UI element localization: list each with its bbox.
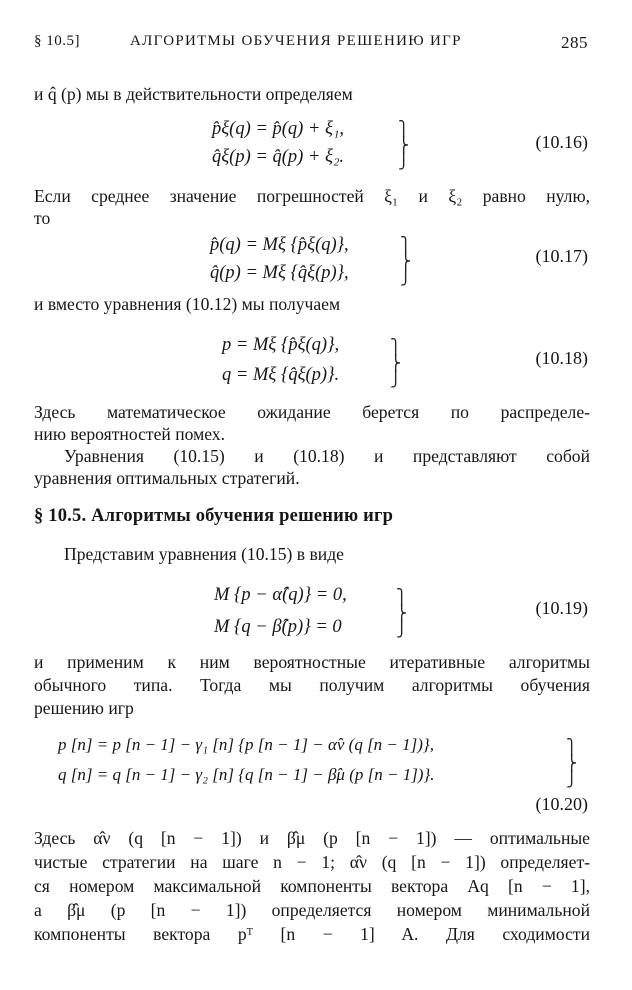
header-title: АЛГОРИТМЫ ОБУЧЕНИЯ РЕШЕНИЮ ИГР <box>130 33 462 49</box>
equation-10-18-line-1: p = Mξ {p̂ξ(q)}, <box>222 335 340 355</box>
text-line: и q̂ (p) мы в действительности определяем <box>34 84 353 104</box>
text-line: Уравнения (10.15) и (10.18) и представляют собой <box>64 446 590 466</box>
text-line: и вместо уравнения (10.12) мы получаем <box>34 294 341 314</box>
brace: ⎫ ⎬ ⎭ <box>400 238 412 286</box>
brace: ⎫ ⎬ ⎭ <box>398 122 410 170</box>
equation-number: (10.20) <box>535 794 588 814</box>
equation-10-16-line-2: q̂ξ(p) = q̂(p) + ξ₂. <box>212 147 345 167</box>
brace: ⎫ ⎬ ⎭ <box>396 590 408 638</box>
text-line: решению игр <box>34 698 134 718</box>
equation-10-20-line-2: q [n] = q [n − 1] − γ₂ [n] {q [n − 1] − β̂μ (p [n − 1])}. <box>58 765 435 784</box>
equation-10-17-line-2: q̂(p) = Mξ {q̂ξ(p)}, <box>210 263 349 283</box>
equation-number: (10.18) <box>535 348 588 368</box>
header-section: § 10.5] <box>34 33 80 49</box>
text-line: Здесь математическое ожидание берется по распределе- <box>34 402 590 422</box>
equation-10-18-line-2: q = Mξ {q̂ξ(p)}. <box>222 365 340 385</box>
equation-10-20-line-1: p [n] = p [n − 1] − γ₁ [n] {p [n − 1] − α̂ν (q [n − 1])}, <box>58 735 434 754</box>
text-line: уравнения оптимальных стратегий. <box>34 468 300 488</box>
equation-number: (10.19) <box>535 598 588 618</box>
text-line: и применим к ним вероятностные итеративные алгоритмы <box>34 652 590 672</box>
text-line: чистые стратегии на шаге n − 1; α̂ν (q [n − 1]) определяет- <box>34 852 590 872</box>
text-line: компоненты вектора pᵀ [n − 1] A. Для сходимости <box>34 924 590 944</box>
equation-number: (10.17) <box>535 246 588 266</box>
equation-number: (10.16) <box>535 132 588 152</box>
text-line: Представим уравнения (10.15) в виде <box>64 544 344 564</box>
equation-10-19-line-1: M {p − α̂(q)} = 0, <box>214 585 347 605</box>
equation-10-16-line-1: p̂ξ(q) = p̂(q) + ξ₁, <box>212 119 345 139</box>
text-line: обычного типа. Тогда мы получим алгоритмы обучения <box>34 675 590 695</box>
text-line: то <box>34 208 51 228</box>
brace: ⎫ ⎬ ⎭ <box>566 740 578 788</box>
text-line: ся номером максимальной компоненты вектора Aq [n − 1], <box>34 876 590 896</box>
text-line: а β̂μ (p [n − 1]) определяется номером минимальной <box>34 900 590 920</box>
brace: ⎫ ⎬ ⎭ <box>390 340 402 388</box>
equation-10-17-line-1: p̂(q) = Mξ {p̂ξ(q)}, <box>210 235 349 255</box>
text-line: Здесь α̂ν (q [n − 1]) и β̂μ (p [n − 1]) — оптимальные <box>34 828 590 848</box>
section-heading: § 10.5. Алгоритмы обучения решению игр <box>34 506 394 526</box>
text-line: Если среднее значение погрешностей ξ₁ и ξ₂ равно нулю, <box>34 186 590 206</box>
text-line: нию вероятностей помех. <box>34 424 225 444</box>
equation-10-19-line-2: M {q − β̂(p)} = 0 <box>214 617 342 637</box>
page-number: 285 <box>561 33 588 52</box>
running-header <box>34 33 588 55</box>
